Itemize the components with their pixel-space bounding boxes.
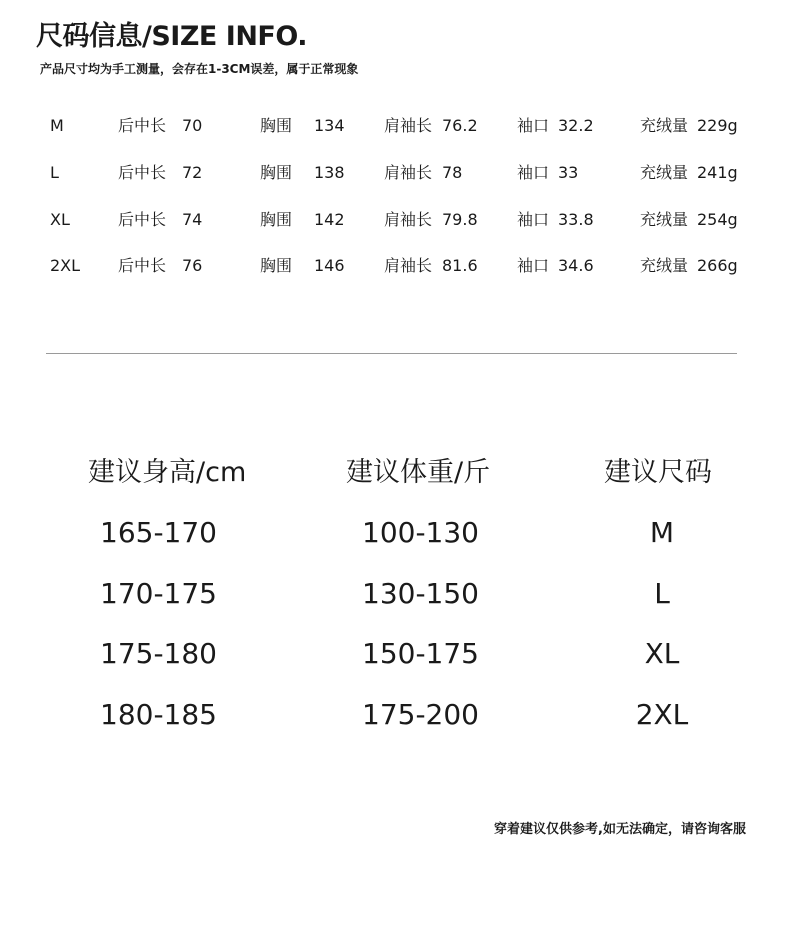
chest-value: 146 bbox=[314, 256, 345, 275]
recommendation-row bbox=[0, 636, 790, 672]
fill-label: 充绒量 bbox=[640, 116, 689, 135]
sleeve-label: 肩袖长 bbox=[384, 116, 433, 135]
header-size: 建议尺码 bbox=[604, 457, 712, 488]
cuff-value: 33 bbox=[558, 163, 579, 182]
height-range: 180-185 bbox=[100, 698, 217, 731]
fill-label: 充绒量 bbox=[640, 163, 689, 182]
header-weight: 建议体重/斤 bbox=[346, 457, 491, 488]
back-length-value: 74 bbox=[182, 210, 203, 229]
size-row bbox=[0, 114, 790, 138]
page-title: 尺码信息/SIZE INFO. bbox=[36, 21, 307, 52]
recommendation-row bbox=[0, 697, 790, 733]
chest-label: 胸围 bbox=[260, 116, 293, 135]
fill-value: 229g bbox=[697, 116, 738, 135]
height-range: 175-180 bbox=[100, 637, 217, 670]
recommendation-row bbox=[0, 576, 790, 612]
sleeve-value: 79.8 bbox=[442, 210, 478, 229]
recommended-size: XL bbox=[644, 637, 680, 670]
size-label: L bbox=[50, 163, 59, 182]
size-row bbox=[0, 161, 790, 185]
weight-range: 175-200 bbox=[362, 698, 479, 731]
fill-value: 241g bbox=[697, 163, 738, 182]
fill-label: 充绒量 bbox=[640, 256, 689, 275]
sleeve-value: 78 bbox=[442, 163, 463, 182]
chest-label: 胸围 bbox=[260, 163, 293, 182]
cuff-label: 袖口 bbox=[517, 116, 550, 135]
cuff-label: 袖口 bbox=[517, 256, 550, 275]
sleeve-label: 肩袖长 bbox=[384, 210, 433, 229]
chest-label: 胸围 bbox=[260, 210, 293, 229]
recommended-size: M bbox=[649, 516, 675, 549]
recommended-size: L bbox=[654, 577, 670, 610]
size-row bbox=[0, 254, 790, 278]
sleeve-value: 76.2 bbox=[442, 116, 478, 135]
sleeve-value: 81.6 bbox=[442, 256, 478, 275]
cuff-label: 袖口 bbox=[517, 163, 550, 182]
height-range: 165-170 bbox=[100, 516, 217, 549]
cuff-value: 32.2 bbox=[558, 116, 594, 135]
size-label: 2XL bbox=[50, 256, 81, 275]
back-length-label: 后中长 bbox=[118, 116, 167, 135]
back-length-label: 后中长 bbox=[118, 256, 167, 275]
sleeve-label: 肩袖长 bbox=[384, 163, 433, 182]
weight-range: 150-175 bbox=[362, 637, 479, 670]
fill-label: 充绒量 bbox=[640, 210, 689, 229]
header-height: 建议身高/cm bbox=[88, 457, 247, 488]
cuff-value: 33.8 bbox=[558, 210, 594, 229]
back-length-value: 76 bbox=[182, 256, 203, 275]
back-length-value: 70 bbox=[182, 116, 203, 135]
chest-value: 142 bbox=[314, 210, 345, 229]
cuff-label: 袖口 bbox=[517, 210, 550, 229]
footnote: 穿着建议仅供参考,如无法确定，请咨询客服 bbox=[494, 822, 746, 837]
chest-label: 胸围 bbox=[260, 256, 293, 275]
height-range: 170-175 bbox=[100, 577, 217, 610]
measurement-note: 产品尺寸均为手工测量，会存在1-3CM误差，属于正常现象 bbox=[40, 62, 359, 76]
size-label: M bbox=[50, 116, 64, 135]
cuff-value: 34.6 bbox=[558, 256, 594, 275]
weight-range: 130-150 bbox=[362, 577, 479, 610]
fill-value: 254g bbox=[697, 210, 738, 229]
recommendation-row bbox=[0, 515, 790, 551]
fill-value: 266g bbox=[697, 256, 738, 275]
section-divider bbox=[46, 353, 737, 354]
back-length-label: 后中长 bbox=[118, 163, 167, 182]
chest-value: 138 bbox=[314, 163, 345, 182]
back-length-label: 后中长 bbox=[118, 210, 167, 229]
recommended-size: 2XL bbox=[635, 698, 689, 731]
sleeve-label: 肩袖长 bbox=[384, 256, 433, 275]
size-label: XL bbox=[50, 210, 70, 229]
size-row bbox=[0, 208, 790, 232]
chest-value: 134 bbox=[314, 116, 345, 135]
back-length-value: 72 bbox=[182, 163, 203, 182]
weight-range: 100-130 bbox=[362, 516, 479, 549]
